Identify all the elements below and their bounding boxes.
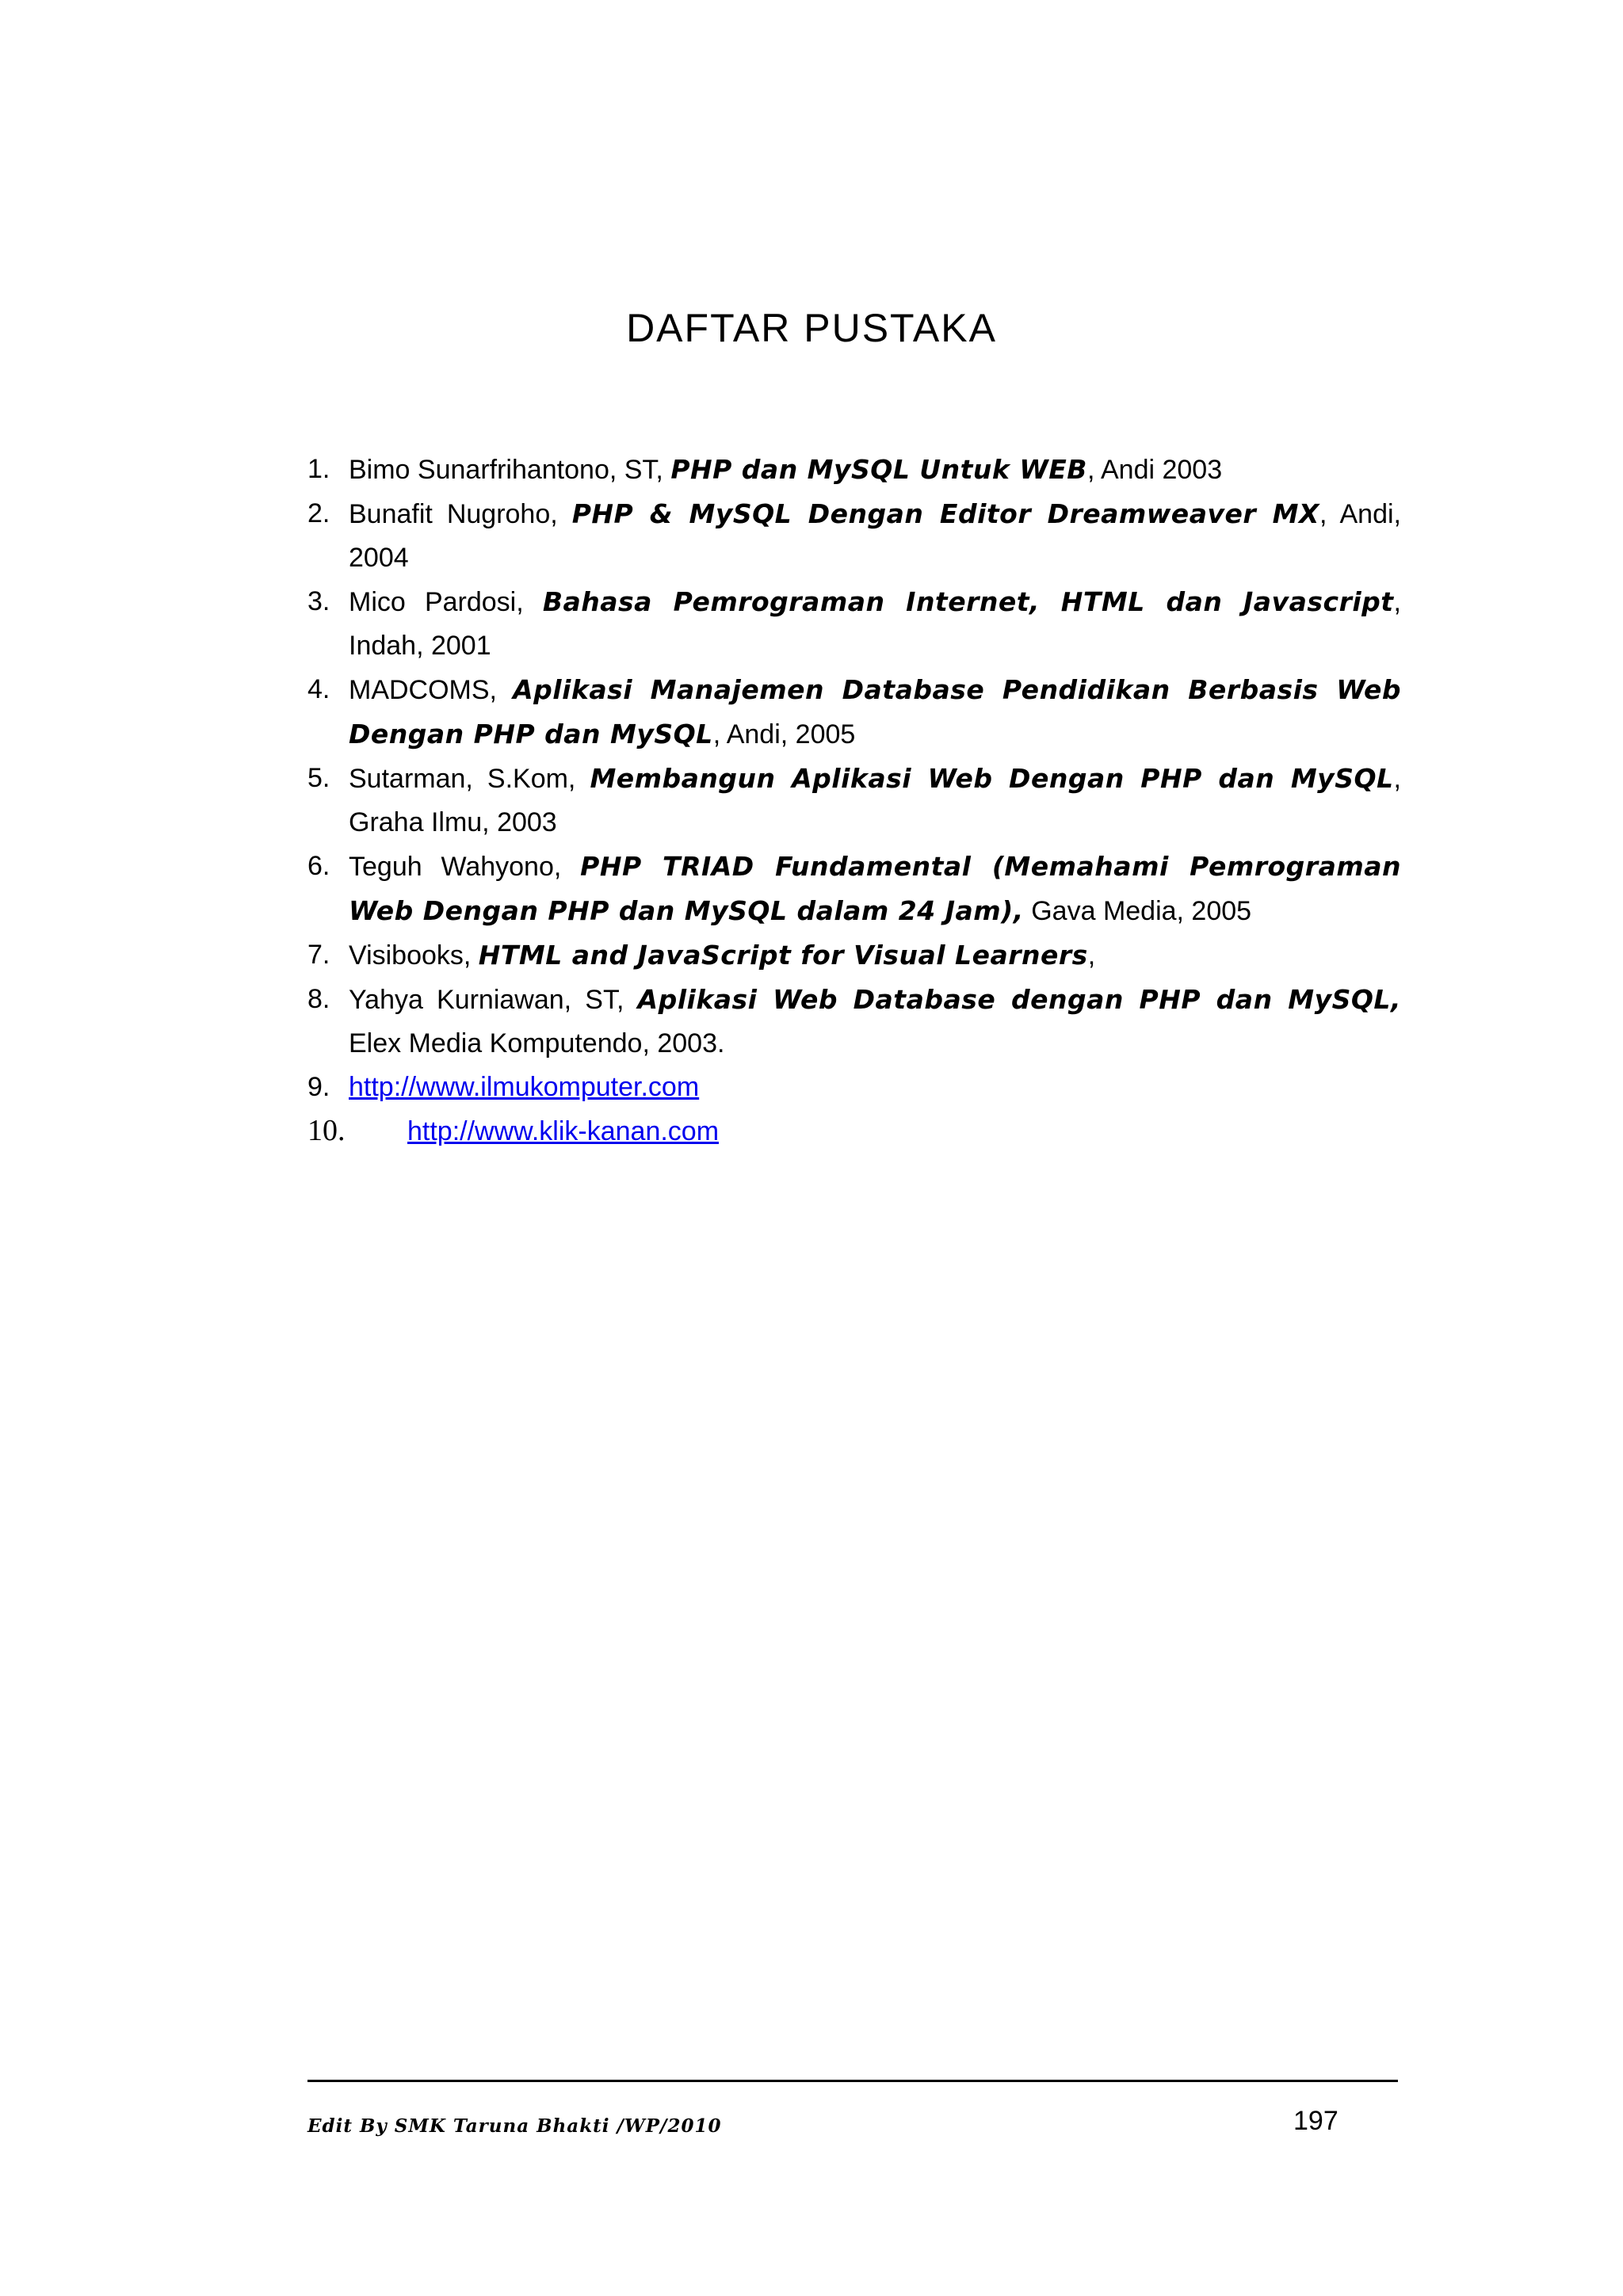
reference-book-title: Bahasa Pemrograman Internet, HTML dan Javascript (542, 586, 1394, 617)
reference-author: Sutarman, S.Kom, (349, 764, 590, 794)
reference-item-8 (307, 978, 1401, 1066)
reference-author: Visibooks, (349, 940, 479, 971)
reference-publisher: Gava Media, 2005 (1023, 896, 1252, 926)
reference-link-klik-kanan[interactable]: http://www.klik-kanan.com (407, 1116, 720, 1146)
reference-author: Yahya Kurniawan, ST, (349, 985, 638, 1015)
reference-item-5 (307, 757, 1401, 845)
reference-item-1 (307, 448, 1401, 492)
reference-link-ilmukomputer[interactable]: http://www.ilmukomputer.com (349, 1072, 700, 1102)
page-number: 197 (1293, 2106, 1338, 2136)
reference-author: Mico Pardosi, (349, 587, 543, 617)
reference-number: 7. (307, 940, 330, 970)
reference-item-6 (307, 845, 1401, 933)
reference-author: Teguh Wahyono, (349, 852, 581, 882)
reference-publisher: , Graha Ilmu, 2003 (349, 764, 1401, 837)
reference-number: 6. (307, 851, 330, 881)
reference-book-title: Aplikasi Manajemen Database Pendidikan Berbasis Web Dengan PHP dan MySQL (349, 674, 1401, 749)
reference-item-4 (307, 668, 1401, 757)
reference-item-10 (307, 1109, 1401, 1154)
reference-item-2 (307, 492, 1401, 580)
reference-number: 3. (307, 586, 330, 616)
reference-number: 2. (307, 498, 330, 528)
reference-number: 4. (307, 674, 330, 704)
reference-book-title: PHP dan MySQL Untuk WEB (670, 454, 1087, 485)
reference-book-title: PHP TRIAD Fundamental (Memahami Pemrograman Web Dengan PHP dan MySQL dalam 24 Jam) (349, 851, 1401, 926)
reference-publisher: , (1087, 940, 1096, 971)
reference-author: Bimo Sunarfrihantono, ST, (349, 455, 671, 485)
reference-number: 8. (307, 984, 330, 1014)
reference-item-3 (307, 580, 1401, 668)
reference-author: MADCOMS, (349, 675, 514, 705)
reference-number: 9. (307, 1072, 330, 1102)
reference-list (307, 448, 1401, 1154)
reference-publisher: , Andi 2003 (1086, 455, 1223, 485)
reference-item-7 (307, 933, 1401, 978)
reference-publisher: , Andi, 2005 (712, 719, 856, 749)
reference-publisher: Elex Media Komputendo, 2003. (349, 1028, 725, 1058)
reference-number: 5. (307, 763, 330, 793)
reference-book-title: PHP & MySQL Dengan Editor Dreamweaver MX (571, 498, 1319, 529)
footer-divider (307, 2080, 1398, 2082)
reference-number: 1. (307, 454, 330, 484)
page-title: DAFTAR PUSTAKA (626, 306, 997, 350)
reference-publisher: , Andi, 2004 (349, 499, 1401, 573)
reference-author: Bunafit Nugroho, (349, 499, 572, 529)
reference-separator: , (1013, 895, 1024, 926)
reference-publisher: , Indah, 2001 (349, 587, 1401, 661)
footer-credit: Edit By SMK Taruna Bhakti /WP/2010 (307, 2115, 722, 2137)
reference-number: 10. (307, 1114, 346, 1147)
reference-item-9 (307, 1066, 1401, 1109)
reference-book-title: HTML and JavaScript for Visual Learners (478, 940, 1088, 971)
reference-book-title: Aplikasi Web Database dengan PHP dan MySQL (637, 984, 1391, 1015)
reference-separator: , (1390, 984, 1401, 1015)
reference-book-title: Membangun Aplikasi Web Dengan PHP dan MySQL (590, 763, 1394, 794)
